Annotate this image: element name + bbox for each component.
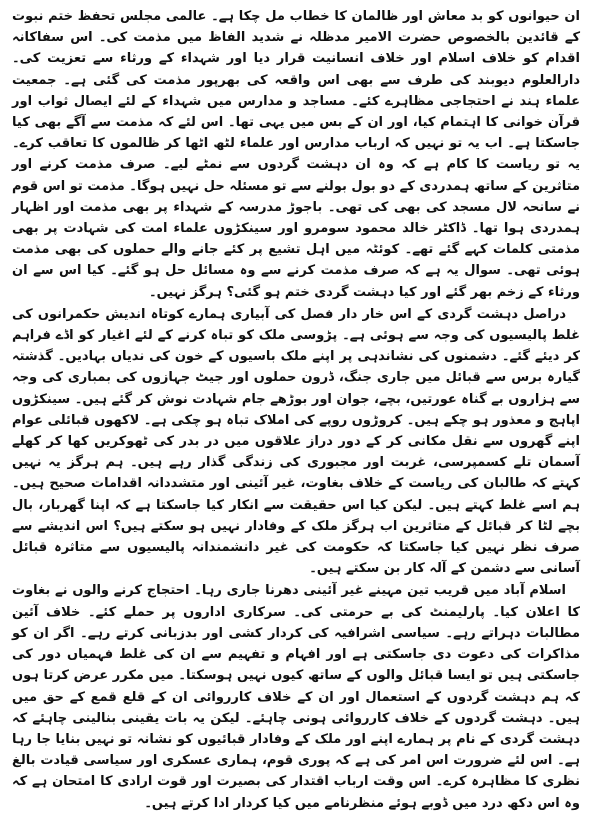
article-paragraph-2: دراصل دہشت گردی کے اس خار دار فصل کی آبیاری ہمارے کوتاہ اندیش حکمرانوں کی غلط پالیسیوں کی وجہ سے ہوئی ہے۔ پڑوسی ملک کو تباہ کرنے کے لئے اغیار کو اڈے فراہم کر دیئے گئے۔ دشمنوں کی نشاندہی پر اپنے ملک باسیوں کے خون کی ندیاں بہادیں۔ گذشتہ گیارہ برس سے قبائل میں جاری جنگ، ڈرون حملوں اور جیٹ جہازوں کی بمباری کی وجہ سے ہزاروں بے گناہ عورتیں، بچے، جوان اور بوڑھے جام شہادت نوش کر گئے ہیں۔ سینکڑوں اپاہج و معذور ہو چکے ہیں۔ کروڑوں روپے کی املاک تباہ ہو چکی ہے۔ لاکھوں قبائلی عوام اپنے گھروں سے نقل مکانی کر کے دور دراز علاقوں میں در بدر کی ٹھوکریں کھا کر کھلے آسمان تلے کسمپرسی، غربت اور مجبوری کی زندگی گذار رہے ہیں۔ ہم ہرگز یہ نہیں کہتے کہ طالبان کی ریاست کے خلاف بغاوت، غیر آئینی اور متشددانہ اقدامات صحیح ہیں۔ ہم اسے غلط کہتے ہیں۔ لیکن کیا اس حقیقت سے انکار کیا جاسکتا ہے کہ اپنا گھربار، بال بچے لٹا کر قبائل کے متاثرین اب ہرگز ملک کے وفادار نہیں ہو سکتے ہیں؟ اس اندیشے سے صرف نظر نہیں کیا جاسکتا کہ حکومت کی غیر دانشمندانہ پالیسیوں سے متاثرہ قبائل آسانی سے دشمن کے آلہ کار بن سکتے ہیں۔ — [12, 306, 580, 577]
article-paragraph-1: ان حیوانوں کو بد معاش اور ظالمان کا خطاب مل چکا ہے۔ عالمی مجلس تحفظ ختم نبوت کے قائدین بالخصوص حضرت الامیر مدظلہ نے شدید الفاظ میں مذمت کی۔ اس سفاکانہ اقدام کو خلاف اسلام اور خلاف انسانیت قرار دیا اور شہداء کے ورثاء سے تعزیت کی۔ دارالعلوم دیوبند کی طرف سے بھی اس واقعہ کی بھرپور مذمت کی گئی ہے۔ جمعیت علماء ہند نے احتجاجی مظاہرے کئے۔ مساجد و مدارس میں شہداء کے لئے ایصال ثواب اور قرآن خوانی کا اہتمام کیا، اور ان کے بس میں یہی تھا۔ اس لئے کہ مذمت سے آگے بھی کیا جاسکتا ہے۔ اب یہ تو نہیں کہ ارباب مدارس اور علماء لٹھ اٹھا کر ظالموں کا تعاقب کرے۔ یہ تو ریاست کا کام ہے کہ وہ ان دہشت گردوں سے نمٹے لیے۔ صرف مذمت کرنے اور متاثرین کے ساتھ ہمدردی کے دو بول بولنے سے تو مسئلہ حل نہیں ہوگا۔ مذمت تو اس قوم نے سانحہ لال مسجد کی بھی کی تھی۔ باجوڑ مدرسہ کے شہداء پر بھی مذمت اور اظہار ہمدردی ہوا تھا۔ ڈاکٹر خالد محمود سومرو اور سینکڑوں علماء امت کی شہادت پر بھی مذمتی کلمات کہے گئے تھے۔ کوئٹہ میں اہل تشیع پر کئے جانے والے حملوں کی بھی مذمت ہوئی تھی۔ سوال یہ ہے کہ صرف مذمت کرنے سے وہ مسائل حل ہو گئے۔ کیا اس سے ان ورثاء کے زخم بھر گئے اور کیا دہشت گردی ختم ہو گئی؟ ہرگز نہیں۔ — [12, 9, 580, 300]
article-paragraph-3: اسلام آباد میں قریب تین مہینے غیر آئینی دھرنا جاری رہا۔ احتجاج کرنے والوں نے بغاوت کا اعلان کیا۔ پارلیمنٹ کی بے حرمتی کی۔ سرکاری اداروں پر حملے کئے۔ خلاف آئین مطالبات دہراتے رہے۔ سیاسی اشرافیہ کی کردار کشی اور بدزبانی کرتے رہے۔ اگر ان کو مذاکرات کی دعوت دی جاسکتی ہے اور افہام و تفہیم سے ان کی غلط فہمیاں دور کی جاسکتی ہیں تو ایسا قبائل والوں کے ساتھ کیوں نہیں ہوسکتا۔ میں مکرر عرض کرتا ہوں کہ ہم دہشت گردوں کے استعمال اور ان کے خلاف کارروائی ان کے قلع قمع کے حق میں ہیں۔ دہشت گردوں کے خلاف کارروائی ہونی چاہئے۔ لیکن یہ بات یقینی بنالینی چاہئے کہ دہشت گردی کے نام پر ہمارے اپنے اور ملک کے وفادار قبائیوں کو نشانہ تو نہیں بنایا جا رہا ہے۔ اس لئے ضرورت اس امر کی ہے کہ پوری قوم، ہماری عسکری اور سیاسی قیادت بالغ نظری کا مظاہرہ کرے۔ اس وقت ارباب اقتدار کی بصیرت اور قوت ارادی کا امتحان ہے کہ وہ اس دکھ درد میں ڈوبے ہوئے منظرنامے میں کیا کردار ادا کرتے ہیں۔ — [12, 583, 580, 811]
urdu-article-body — [12, 6, 580, 814]
